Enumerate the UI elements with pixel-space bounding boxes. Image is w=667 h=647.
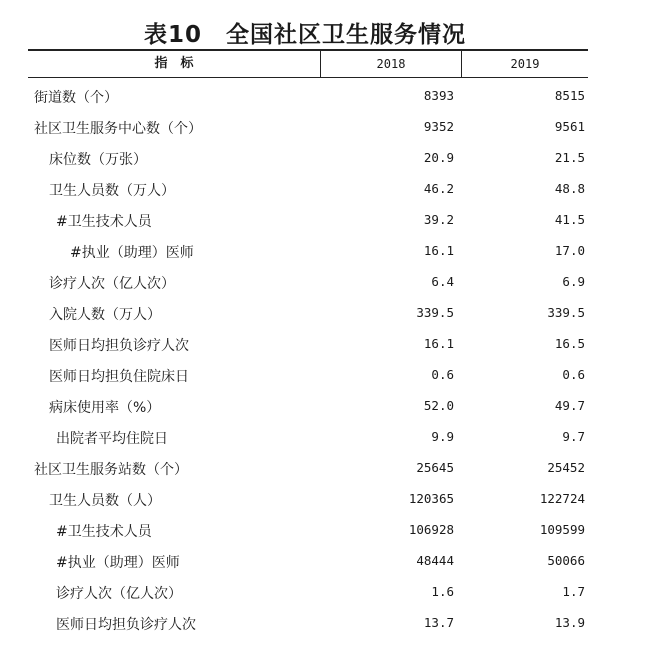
value-2018: 9.9 [431, 429, 454, 444]
table-top-rule [28, 49, 588, 51]
value-2018: 20.9 [423, 150, 454, 165]
table-title: 表10 全国社区卫生服务情况 [143, 22, 466, 48]
row-label: 诊疗人次（亿人次） [56, 586, 182, 602]
value-2018: 16.1 [423, 336, 454, 351]
value-2019: 17.0 [554, 243, 585, 258]
value-2019: 21.5 [554, 150, 585, 165]
value-2019: 25452 [547, 460, 585, 475]
row-label: 社区卫生服务站数（个） [34, 462, 188, 478]
row-label: 入院人数（万人） [49, 307, 161, 323]
table-row [28, 453, 588, 484]
value-2018: 9352 [423, 119, 454, 134]
value-2018: 106928 [408, 522, 454, 537]
value-2018: 1.6 [431, 584, 454, 599]
value-2018: 0.6 [431, 367, 454, 382]
header-year-2018: 2018 [376, 57, 406, 71]
row-label: 医师日均担负住院床日 [49, 369, 189, 385]
row-label: 出院者平均住院日 [56, 431, 168, 447]
value-2019: 16.5 [554, 336, 585, 351]
row-label: 医师日均担负诊疗人次 [56, 617, 196, 633]
table-row [28, 360, 588, 391]
table-row [28, 236, 588, 267]
value-2018: 46.2 [423, 181, 454, 196]
table-row [28, 608, 588, 639]
row-label: 床位数（万张） [49, 152, 147, 168]
table-row [28, 81, 588, 112]
value-2018: 48444 [416, 553, 454, 568]
value-2019: 41.5 [554, 212, 585, 227]
value-2018: 13.7 [423, 615, 454, 630]
value-2019: 49.7 [554, 398, 585, 413]
row-label: #卫生技术人员 [56, 524, 152, 540]
value-2018: 25645 [416, 460, 454, 475]
value-2018: 8393 [423, 88, 454, 103]
row-label: 病床使用率（%） [49, 400, 161, 416]
table-row [28, 267, 588, 298]
value-2019: 9561 [554, 119, 585, 134]
row-label: 卫生人员数（人） [49, 493, 161, 509]
table-row [28, 391, 588, 422]
header-indicator: 指 标 [154, 56, 194, 71]
header-bottom-rule [28, 77, 588, 78]
header-year-2019: 2019 [510, 57, 540, 71]
value-2018: 52.0 [423, 398, 454, 413]
row-label: 医师日均担负诊疗人次 [49, 338, 189, 354]
value-2019: 6.9 [562, 274, 585, 289]
table-row [28, 298, 588, 329]
row-label: 卫生人员数（万人） [49, 183, 175, 199]
value-2019: 109599 [539, 522, 585, 537]
table-row [28, 484, 588, 515]
value-2019: 0.6 [562, 367, 585, 382]
table-body [28, 81, 588, 639]
value-2018: 39.2 [423, 212, 454, 227]
table-row [28, 329, 588, 360]
value-2019: 1.7 [562, 584, 585, 599]
row-label: #卫生技术人员 [56, 214, 152, 230]
table-row [28, 577, 588, 608]
value-2019: 339.5 [547, 305, 585, 320]
row-label: 街道数（个） [34, 90, 118, 106]
table-row [28, 112, 588, 143]
value-2019: 8515 [554, 88, 585, 103]
value-2018: 120365 [408, 491, 454, 506]
table-row [28, 546, 588, 577]
value-2018: 6.4 [431, 274, 454, 289]
table-row [28, 515, 588, 546]
value-2018: 16.1 [423, 243, 454, 258]
value-2019: 50066 [547, 553, 585, 568]
value-2018: 339.5 [416, 305, 454, 320]
value-2019: 122724 [539, 491, 585, 506]
row-label: 社区卫生服务中心数（个） [34, 121, 202, 137]
value-2019: 13.9 [554, 615, 585, 630]
value-2019: 9.7 [562, 429, 585, 444]
table-row [28, 422, 588, 453]
row-label: #执业（助理）医师 [70, 245, 194, 261]
table-row [28, 143, 588, 174]
value-2019: 48.8 [554, 181, 585, 196]
table-row [28, 205, 588, 236]
row-label: #执业（助理）医师 [56, 555, 180, 571]
table-row [28, 174, 588, 205]
row-label: 诊疗人次（亿人次） [49, 276, 175, 292]
